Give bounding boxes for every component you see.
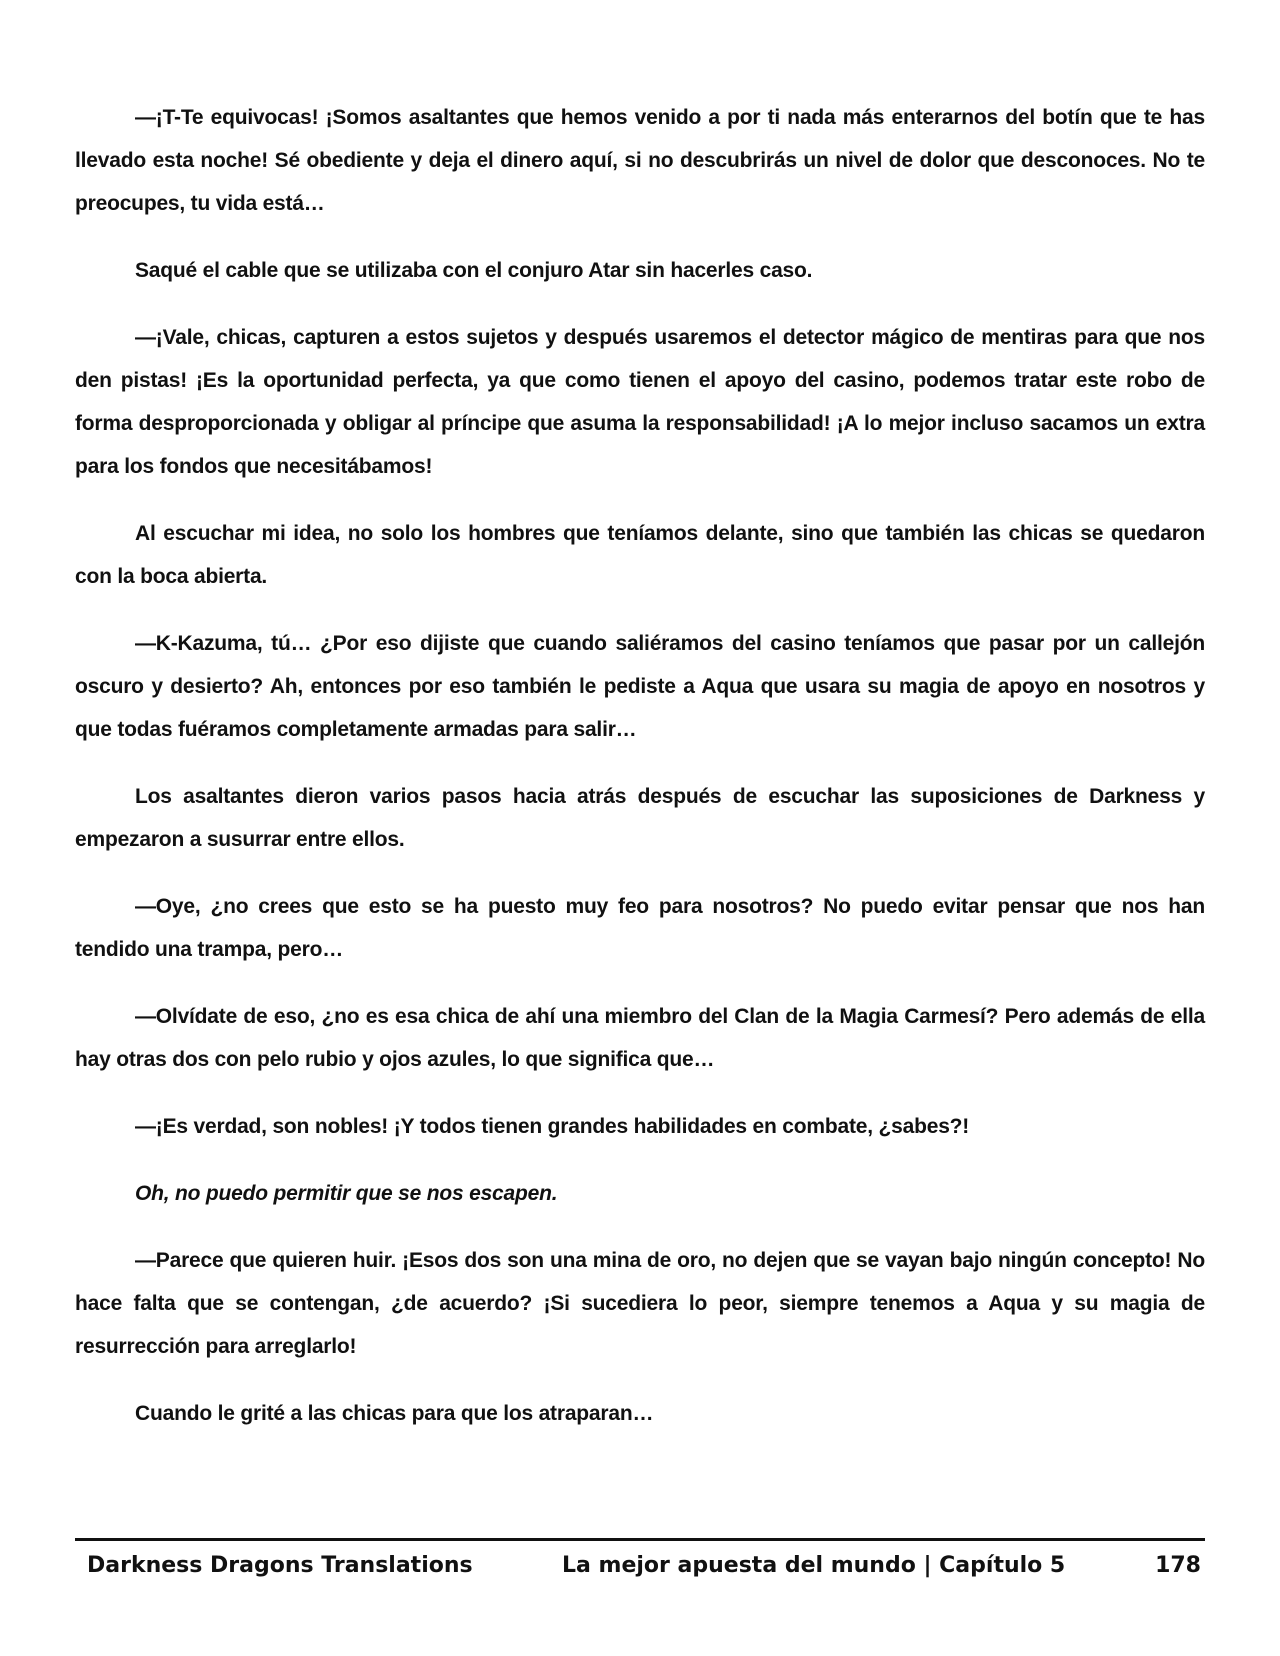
paragraph: Al escuchar mi idea, no solo los hombres que teníamos delante, sino que también las chicas se quedaron con la boca abierta. [75, 522, 1205, 588]
page-body [75, 96, 1205, 1459]
paragraph: —Olvídate de eso, ¿no es esa chica de ahí una miembro del Clan de la Magia Carmesí? Pero además de ella hay otras dos con pelo rubio y ojos azules, lo que significa que… [75, 1005, 1205, 1071]
paragraph: —¡Vale, chicas, capturen a estos sujetos y después usaremos el detector mágico de mentiras para que nos den pistas! ¡Es la oportunidad perfecta, ya que como tienen el apoyo del casino, podemos tratar este robo de forma desproporcionada y obligar al príncipe que asuma la responsabilidad! ¡A lo mejor incluso sacamos un extra para los fondos que necesitábamos! [75, 326, 1205, 478]
paragraph: —K-Kazuma, tú… ¿Por eso dijiste que cuando saliéramos del casino teníamos que pasar por un callejón oscuro y desierto? Ah, entonces por eso también le pediste a Aqua que usara su magia de apoyo en nosotros y que todas fuéramos completamente armadas para salir… [75, 632, 1205, 741]
footer-page-number: 178 [1155, 1553, 1201, 1578]
footer-chapter: La mejor apuesta del mundo | Capítulo 5 [562, 1553, 1066, 1578]
paragraph: —Oye, ¿no crees que esto se ha puesto muy feo para nosotros? No puedo evitar pensar que nos han tendido una trampa, pero… [75, 895, 1205, 961]
italic-paragraph: Oh, no puedo permitir que se nos escapen. [135, 1182, 558, 1205]
paragraph: —Parece que quieren huir. ¡Esos dos son una mina de oro, no dejen que se vayan bajo ningún concepto! No hace falta que se contengan, ¿de acuerdo? ¡Si sucediera lo peor, siempre tenemos a Aqua y su magia de resurrección para arreglarlo! [75, 1249, 1205, 1358]
page-footer [75, 1538, 1205, 1593]
footer-publisher: Darkness Dragons Translations [87, 1553, 473, 1578]
paragraph: —¡T-Te equivocas! ¡Somos asaltantes que hemos venido a por ti nada más enterarnos del botín que te has llevado esta noche! Sé obediente y deja el dinero aquí, si no descubrirás un nivel de dolor que desconoces. No te preocupes, tu vida está… [75, 106, 1205, 215]
paragraph: Saqué el cable que se utilizaba con el conjuro Atar sin hacerles caso. [135, 259, 813, 282]
paragraph: —¡Es verdad, son nobles! ¡Y todos tienen grandes habilidades en combate, ¿sabes?! [135, 1115, 970, 1138]
paragraph: Los asaltantes dieron varios pasos hacia atrás después de escuchar las suposiciones de Darkness y empezaron a susurrar entre ellos. [75, 785, 1205, 851]
paragraph: Cuando le grité a las chicas para que los atraparan… [135, 1402, 654, 1425]
